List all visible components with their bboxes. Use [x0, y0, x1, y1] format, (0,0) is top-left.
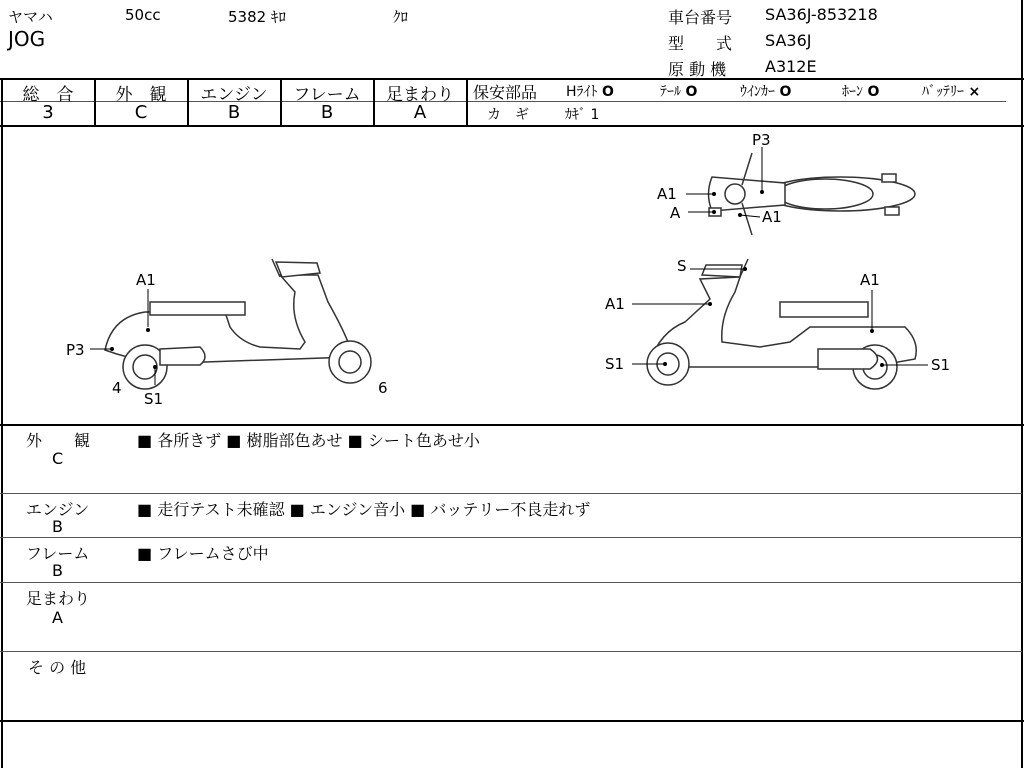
diagram-label: 6 [378, 379, 388, 397]
safety-item-horn: ﾎｰﾝ O [842, 84, 880, 100]
engine-value: A312E [765, 57, 817, 76]
damage-marker [712, 210, 716, 214]
grade-value-overall: 3 [42, 102, 54, 123]
diagram-label: A1 [860, 271, 880, 289]
note-items-exterior: ■ 各所きず ■ 樹脂部色あせ ■ シート色あせ小 [137, 431, 480, 450]
note-items-frame: ■ フレームさび中 [137, 544, 269, 563]
diagram-label: P3 [752, 131, 771, 149]
diagram-label: S1 [144, 390, 164, 408]
scooter-diagram [0, 127, 1024, 424]
frame-no-value: SA36J-853218 [765, 5, 878, 24]
top-headlight [725, 184, 745, 204]
note-grade-frame: B [52, 561, 63, 580]
grade-divider [466, 78, 468, 126]
diagram-label: S1 [931, 356, 951, 374]
grade-label-frame: フレーム [293, 85, 361, 105]
safety-label: 保安部品 [473, 83, 538, 102]
damage-marker [760, 190, 764, 194]
right-seat [780, 302, 868, 317]
top-rear-light [885, 207, 899, 215]
top-rear-light [882, 174, 896, 182]
type-label: 型 式 [668, 34, 733, 53]
right-muffler [818, 349, 878, 369]
safety-item-headlight: Hﾗｲﾄ O [566, 84, 614, 100]
safety-mid-border [466, 101, 1006, 102]
grade-label-suspension: 足まわり [386, 85, 454, 105]
diagram-label: S1 [605, 355, 625, 373]
notes-divider [0, 582, 1022, 583]
note-items-engine: ■ 走行テスト未確認 ■ エンジン音小 ■ バッテリー不良走れず [137, 500, 591, 519]
notes-bottom-border [0, 720, 1024, 722]
frame-no-label: 車台番号 [668, 8, 733, 27]
damage-marker [146, 328, 150, 332]
maker: ヤマハ [8, 8, 53, 26]
damage-marker [110, 347, 114, 351]
grade-value-exterior: C [134, 102, 148, 123]
engine-label: 原 動 機 [668, 60, 727, 79]
displacement: 50cc [125, 6, 161, 24]
damage-marker [663, 362, 667, 366]
damage-marker [712, 192, 716, 196]
note-label-other: そ の 他 [28, 658, 87, 677]
grade-value-frame: B [320, 102, 334, 123]
safety-item-winker: ｳｲﾝｶｰ O [740, 84, 792, 100]
leader-line [740, 215, 760, 217]
safety-item-tail: ﾃｰﾙ O [660, 84, 698, 100]
diagram-label: 4 [112, 379, 122, 397]
note-grade-suspension: A [52, 608, 63, 627]
top-seat [777, 179, 873, 209]
notes-top-border [0, 424, 1024, 426]
left-muffler [160, 347, 205, 365]
note-grade-engine: B [52, 517, 63, 536]
grade-label-exterior: 外 観 [115, 85, 167, 105]
diagram-label: A1 [605, 295, 625, 313]
notes-divider [0, 493, 1022, 494]
key-value: ｶｷﾞ 1 [565, 107, 600, 123]
diagram-label: P3 [66, 341, 85, 359]
safety-item-battery: ﾊﾞｯﾃﾘｰ × [922, 84, 981, 100]
grade-value-suspension: A [413, 102, 427, 123]
diagram-label: A [670, 204, 681, 222]
key-label: カ ギ [487, 107, 529, 123]
damage-marker [708, 302, 712, 306]
damage-marker [870, 329, 874, 333]
grade-value-engine: B [227, 102, 241, 123]
grade-label-overall: 総 合 [22, 85, 74, 105]
diagram-label: S [677, 257, 687, 275]
damage-marker [880, 363, 884, 367]
diagram-label: A1 [762, 208, 782, 226]
body-color: ｸﾛ [393, 8, 409, 26]
left-front-hub [339, 351, 361, 373]
left-seat [150, 302, 245, 315]
note-label-exterior: 外 観 [26, 431, 91, 450]
grade-label-engine: エンジン [200, 85, 268, 105]
note-label-engine: エンジン [26, 500, 90, 519]
right-handlebar [702, 265, 742, 277]
notes-divider [0, 537, 1022, 538]
model-name: JOG [8, 27, 46, 51]
note-grade-exterior: C [52, 449, 64, 468]
damage-marker [743, 267, 747, 271]
mileage: 5382 ｷﾛ [228, 8, 286, 26]
note-label-frame: フレーム [26, 544, 90, 563]
note-label-suspension: 足まわり [26, 589, 91, 608]
top-front [709, 177, 786, 211]
diagram-label: A1 [136, 271, 156, 289]
damage-marker [738, 213, 742, 217]
type-value: SA36J [765, 31, 812, 50]
notes-divider [0, 651, 1022, 652]
damage-marker [153, 365, 157, 369]
diagram-label: A1 [657, 185, 677, 203]
